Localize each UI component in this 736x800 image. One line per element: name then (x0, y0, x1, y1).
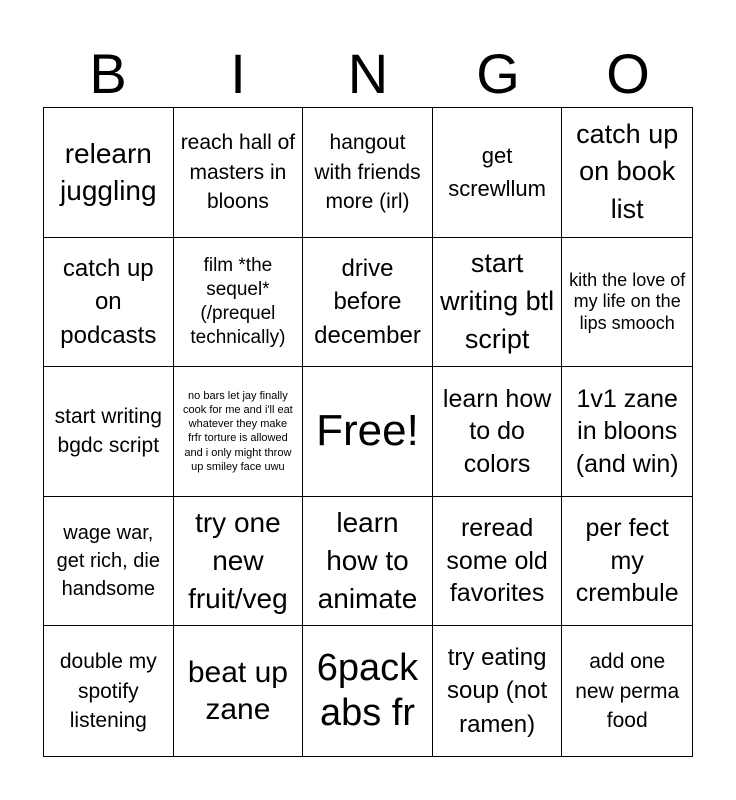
header-letter-i: I (230, 42, 246, 105)
bingo-cell-g5[interactable]: try eating soup (not ramen) (433, 626, 563, 756)
bingo-cell-free[interactable]: Free! (303, 367, 433, 497)
header-letter-o: O (606, 42, 650, 105)
bingo-cell-g1[interactable]: get screwllum (433, 108, 563, 238)
header-letter-g: G (476, 42, 520, 105)
bingo-cell-o3[interactable]: 1v1 zane in bloons (and win) (562, 367, 692, 497)
bingo-cell-b4[interactable]: wage war, get rich, die handsome (44, 497, 174, 627)
bingo-cell-b3[interactable]: start writing bgdc script (44, 367, 174, 497)
bingo-cell-n4[interactable]: learn how to animate (303, 497, 433, 627)
header-letter-b: B (89, 42, 127, 105)
bingo-cell-o5[interactable]: add one new perma food (575, 650, 680, 732)
bingo-cell-o2[interactable]: kith the love of my life on the lips smooch (562, 238, 692, 368)
bingo-cell-o4[interactable]: per fect my crembule (562, 497, 692, 627)
bingo-cell-i5[interactable]: beat up zane (174, 626, 304, 756)
bingo-cell-n5[interactable]: 6pack abs fr (303, 626, 433, 756)
bingo-cell-b2[interactable]: catch up on podcasts (44, 238, 174, 368)
bingo-cell-b5[interactable]: double my spotify listening (44, 626, 174, 756)
header-letter-n: N (347, 42, 389, 105)
bingo-cell-i3[interactable]: no bars let jay finally cook for me and i'll eat whatever they make frfr torture is allowed and i only might throw up smiley face uwu (174, 367, 304, 497)
bingo-cell-g4[interactable]: reread some old favorites (433, 497, 563, 627)
bingo-header (43, 40, 693, 108)
bingo-cell-o1[interactable]: catch up on book list (562, 108, 692, 238)
bingo-cell-g3[interactable]: learn how to do colors (433, 367, 563, 497)
bingo-cell-g2[interactable]: start writing btl script (433, 238, 563, 368)
bingo-cell-n2[interactable]: drive before december (303, 238, 433, 368)
bingo-cell-n1[interactable]: hangout with friends more (irl) (303, 108, 433, 238)
bingo-cell-b1[interactable]: relearn juggling (44, 108, 174, 238)
bingo-cell-i2[interactable]: film *the sequel* (/prequel technically) (174, 238, 304, 368)
bingo-board (43, 107, 693, 757)
bingo-cell-i1[interactable]: reach hall of masters in bloons (174, 108, 304, 238)
bingo-cell-i4[interactable]: try one new fruit/veg (174, 497, 304, 627)
